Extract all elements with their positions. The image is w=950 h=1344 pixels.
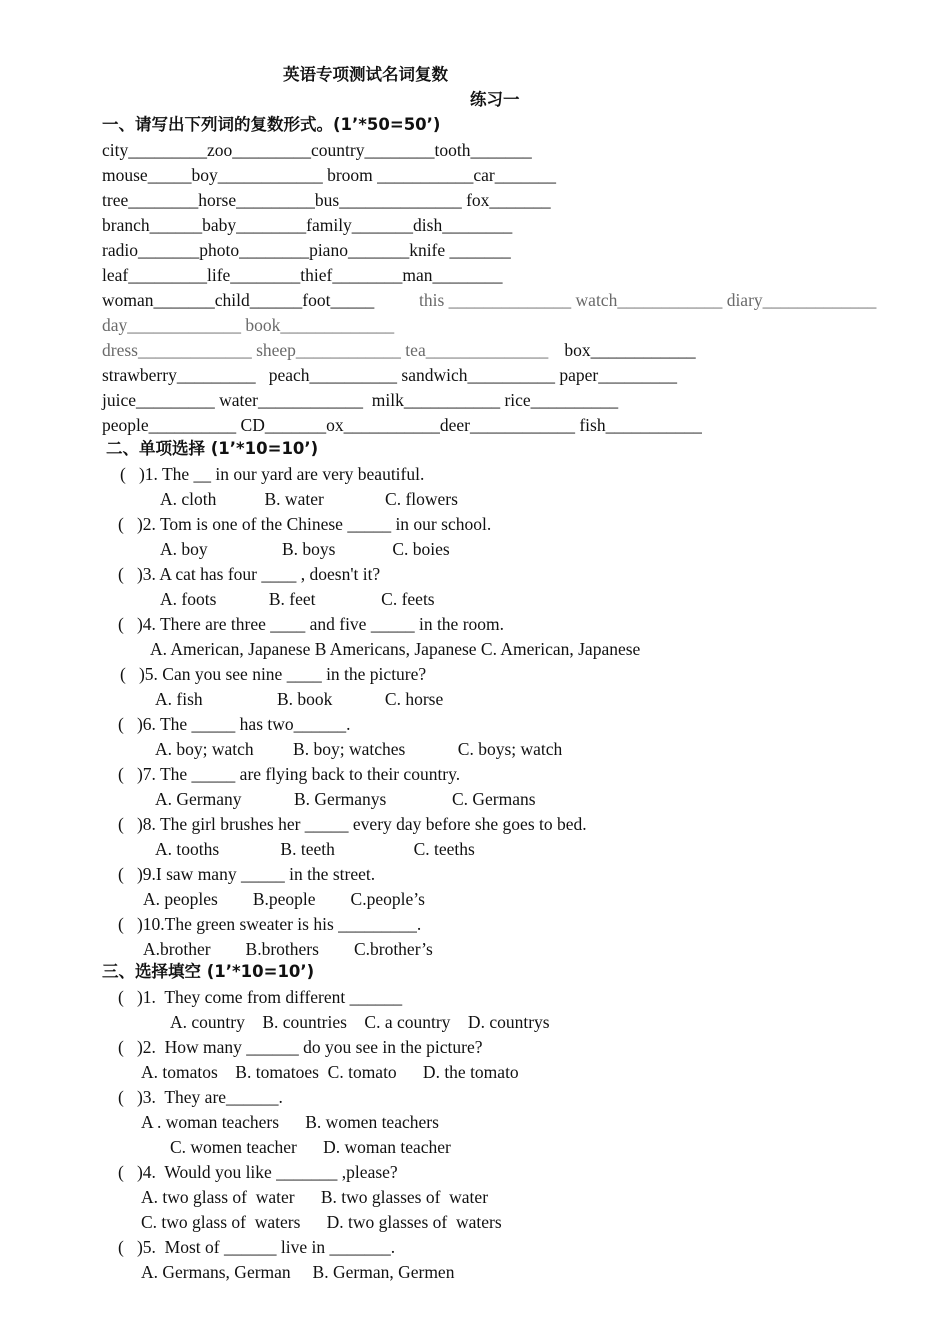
question: ( )1. The __ in our yard are very beautiful. bbox=[120, 464, 425, 484]
section1-line: strawberry_________ peach__________ sandwich__________ paper_________ bbox=[102, 365, 677, 385]
options: C. women teacher D. woman teacher bbox=[170, 1137, 451, 1157]
section1-line: branch______baby________family_______dish________ bbox=[102, 215, 513, 235]
question: ( )3. They are______. bbox=[118, 1087, 283, 1107]
options: A . woman teachers B. women teachers bbox=[141, 1112, 439, 1132]
question: ( )4. There are three ____ and five _____ in the room. bbox=[118, 614, 505, 634]
options: A. Germans, German B. German, Germen bbox=[141, 1262, 455, 1282]
question: ( )2. How many ______ do you see in the picture? bbox=[118, 1037, 483, 1057]
section1-line-gray: this ______________ watch____________ diary_____________ bbox=[419, 290, 877, 310]
question: ( )8. The girl brushes her _____ every day before she goes to bed. bbox=[118, 814, 587, 834]
section1-line: leaf_________life________thief________man________ bbox=[102, 265, 503, 285]
section1-line: box____________ bbox=[560, 340, 696, 360]
options: A. Germany B. Germanys C. Germans bbox=[155, 789, 536, 809]
section1-line: mouse_____boy____________ broom ___________car_______ bbox=[102, 165, 556, 185]
options: A. fish B. book C. horse bbox=[155, 689, 444, 709]
question: ( )10.The green sweater is his _________. bbox=[118, 914, 422, 934]
options: A. country B. countries C. a country D. countrys bbox=[170, 1012, 550, 1032]
section1-line-gray: dress_____________ sheep____________ tea______________ bbox=[102, 340, 549, 360]
question: ( )2. Tom is one of the Chinese _____ in our school. bbox=[118, 514, 492, 534]
section1-line-gray: day_____________ book_____________ bbox=[102, 315, 395, 335]
section3-heading: 三、选择填空 (1’*10=10’) bbox=[102, 962, 315, 981]
section1-line: radio_______photo________piano_______knife _______ bbox=[102, 240, 511, 260]
question: ( )9.I saw many _____ in the street. bbox=[118, 864, 376, 884]
options: A. American, Japanese B Americans, Japanese C. American, Japanese bbox=[150, 639, 641, 659]
options: A.brother B.brothers C.brother’s bbox=[143, 939, 433, 959]
question: ( )6. The _____ has two______. bbox=[118, 714, 351, 734]
question: ( )7. The _____ are flying back to their country. bbox=[118, 764, 461, 784]
options: A. cloth B. water C. flowers bbox=[160, 489, 458, 509]
question: ( )3. A cat has four ____ , doesn't it? bbox=[118, 564, 381, 584]
options: A. tooths B. teeth C. teeths bbox=[155, 839, 475, 859]
options: C. two glass of waters D. two glasses of waters bbox=[141, 1212, 502, 1232]
question: ( )5. Most of ______ live in _______. bbox=[118, 1237, 396, 1257]
section1-heading: 一、请写出下列词的复数形式。(1’*50=50’) bbox=[102, 115, 441, 134]
page-title: 英语专项测试名词复数 bbox=[283, 65, 448, 84]
question: ( )1. They come from different ______ bbox=[118, 987, 403, 1007]
options: A. tomatos B. tomatoes C. tomato D. the tomato bbox=[141, 1062, 519, 1082]
options: A. foots B. feet C. feets bbox=[160, 589, 435, 609]
section1-line: juice_________ water____________ milk___________ rice__________ bbox=[102, 390, 619, 410]
page-subtitle: 练习一 bbox=[470, 90, 520, 109]
options: A. peoples B.people C.people’s bbox=[143, 889, 425, 909]
question: ( )5. Can you see nine ____ in the picture? bbox=[120, 664, 427, 684]
section1-line: city_________zoo_________country________tooth_______ bbox=[102, 140, 532, 160]
question: ( )4. Would you like _______ ,please? bbox=[118, 1162, 398, 1182]
options: A. boy; watch B. boy; watches C. boys; watch bbox=[155, 739, 563, 759]
section1-line: tree________horse_________bus______________ fox_______ bbox=[102, 190, 551, 210]
section1-line: woman_______child______foot_____ bbox=[102, 290, 375, 310]
section1-line: people__________ CD_______ox___________deer____________ fish___________ bbox=[102, 415, 702, 435]
options: A. two glass of water B. two glasses of water bbox=[141, 1187, 489, 1207]
section2-heading: 二、单项选择 (1’*10=10’) bbox=[106, 439, 319, 458]
options: A. boy B. boys C. boies bbox=[160, 539, 450, 559]
